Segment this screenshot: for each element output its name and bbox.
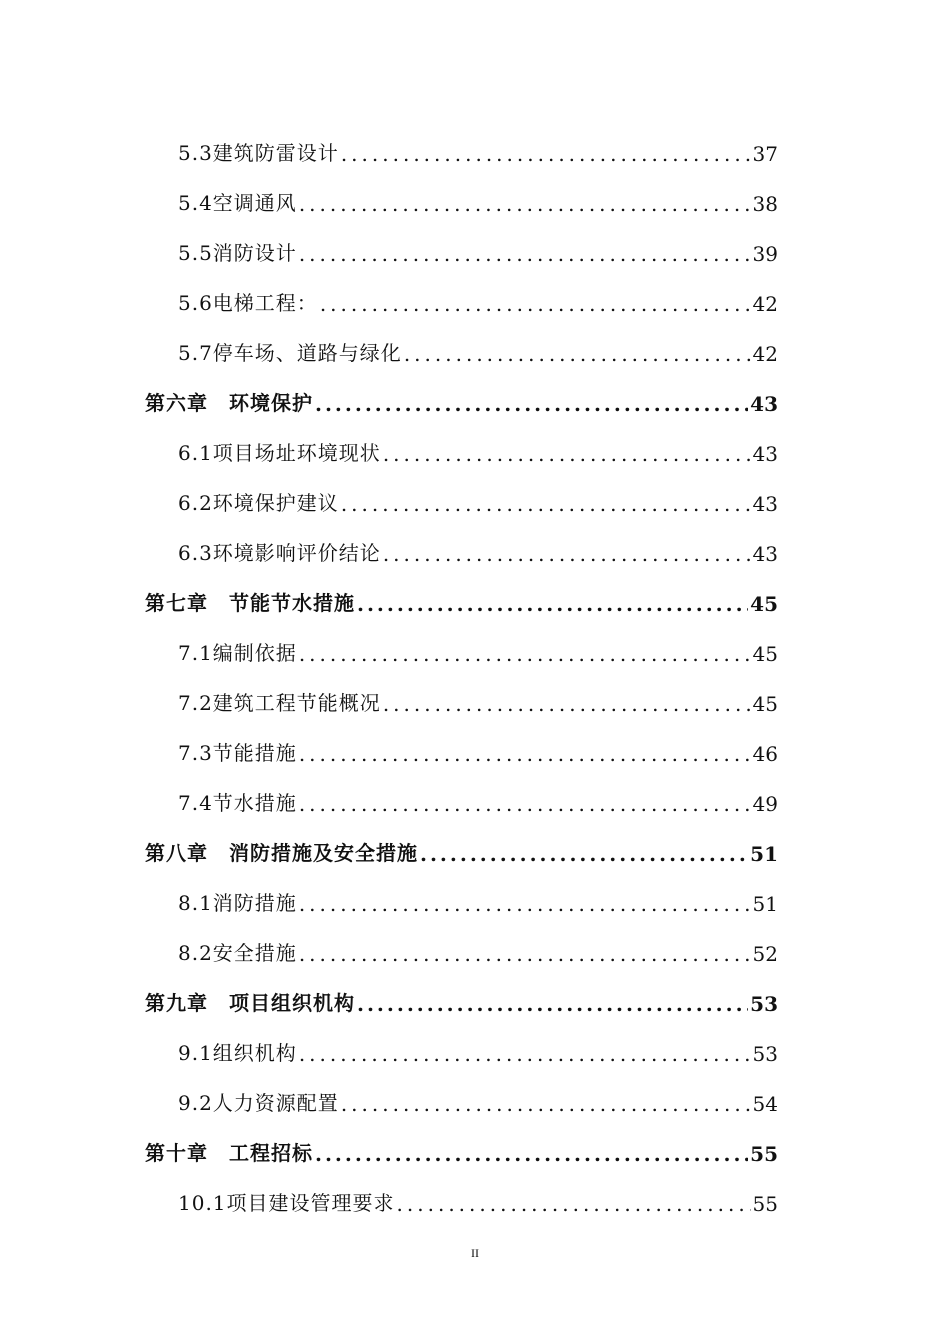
toc-entry[interactable]: [178, 936, 778, 966]
toc-entry-page: 38: [752, 192, 778, 216]
toc-leader-dots: [299, 192, 751, 216]
toc-entry-page: 45: [752, 642, 778, 666]
toc-entry-title: 8.2安全措施: [178, 941, 297, 965]
page-number-footer: II: [471, 1246, 479, 1260]
toc-leader-dots: [299, 1042, 751, 1066]
toc-leader-dots: [299, 742, 751, 766]
toc-entry-title: 9.1组织机构: [178, 1041, 297, 1065]
toc-leader-dots: [397, 1192, 751, 1216]
toc-entry[interactable]: [178, 736, 778, 766]
toc-chapter-entry[interactable]: [145, 1136, 778, 1166]
toc-chapter-entry[interactable]: [145, 836, 778, 866]
toc-chapter-page: 43: [750, 392, 778, 416]
toc-leader-dots: [404, 342, 751, 366]
toc-entry[interactable]: [178, 1086, 778, 1116]
toc-entry[interactable]: [178, 686, 778, 716]
toc-entry-title: 7.1编制依据: [178, 641, 297, 665]
toc-entry-page: 54: [752, 1092, 778, 1116]
toc-entry-page: 45: [752, 692, 778, 716]
toc-entry[interactable]: [178, 1036, 778, 1066]
toc-entry-page: 52: [752, 942, 778, 966]
toc-entry-title: 7.3节能措施: [178, 741, 297, 765]
toc-entry-title: 9.2人力资源配置: [178, 1091, 339, 1115]
toc-entry[interactable]: [178, 436, 778, 466]
toc-leader-dots: [299, 942, 751, 966]
toc-entry-page: 51: [752, 892, 778, 916]
toc-leader-dots: [299, 792, 751, 816]
toc-entry-page: 53: [752, 1042, 778, 1066]
toc-leader-dots: [299, 642, 751, 666]
toc-entry[interactable]: [178, 286, 778, 316]
toc-leader-dots: [383, 542, 751, 566]
toc-entry[interactable]: [178, 486, 778, 516]
toc-chapter-page: 45: [750, 592, 778, 616]
toc-entry[interactable]: [178, 536, 778, 566]
toc-entry-title: 5.5消防设计: [178, 241, 297, 265]
toc-entry-title: 5.3建筑防雷设计: [178, 141, 339, 165]
toc-entry-page: 42: [752, 342, 778, 366]
toc-leader-dots: [299, 242, 751, 266]
toc-leader-dots: [341, 1092, 751, 1116]
toc-leader-dots: [315, 392, 748, 416]
toc-leader-dots: [341, 142, 751, 166]
toc-entry[interactable]: [178, 786, 778, 816]
toc-entry-page: 42: [752, 292, 778, 316]
toc-chapter-entry[interactable]: [145, 986, 778, 1016]
toc-chapter-page: 55: [750, 1142, 778, 1166]
toc-entry-page: 55: [752, 1192, 778, 1216]
toc-entry[interactable]: [178, 886, 778, 916]
toc-chapter-entry[interactable]: [145, 386, 778, 416]
toc-leader-dots: [383, 442, 751, 466]
toc-leader-dots: [299, 892, 751, 916]
toc-entry-title: 8.1消防措施: [178, 891, 297, 915]
toc-chapter-title: 第八章 消防措施及安全措施: [145, 841, 418, 865]
toc-leader-dots: [420, 842, 748, 866]
toc-entry-title: 7.4节水措施: [178, 791, 297, 815]
toc-entry-title: 6.2环境保护建议: [178, 491, 339, 515]
toc-leader-dots: [320, 292, 751, 316]
toc-entry-page: 43: [752, 442, 778, 466]
toc-entry-page: 46: [752, 742, 778, 766]
toc-chapter-title: 第九章 项目组织机构: [145, 991, 355, 1015]
toc-chapter-title: 第七章 节能节水措施: [145, 591, 355, 615]
toc-entry-title: 5.6电梯工程：: [178, 291, 318, 315]
toc-leader-dots: [315, 1142, 748, 1166]
toc-leader-dots: [357, 992, 748, 1016]
toc-chapter-page: 53: [750, 992, 778, 1016]
toc-entry-title: 7.2建筑工程节能概况: [178, 691, 381, 715]
toc-entry-page: 39: [752, 242, 778, 266]
toc-leader-dots: [383, 692, 751, 716]
toc-entry[interactable]: [178, 336, 778, 366]
toc-chapter-title: 第六章 环境保护: [145, 391, 313, 415]
toc-entry[interactable]: [178, 236, 778, 266]
toc-chapter-entry[interactable]: [145, 586, 778, 616]
toc-entry[interactable]: [178, 1186, 778, 1216]
toc-entry[interactable]: [178, 136, 778, 166]
toc-entry-title: 5.7停车场、道路与绿化: [178, 341, 402, 365]
toc-entry-title: 6.3环境影响评价结论: [178, 541, 381, 565]
toc-leader-dots: [357, 592, 748, 616]
toc-entry-page: 37: [752, 142, 778, 166]
toc-chapter-page: 51: [750, 842, 778, 866]
toc-leader-dots: [341, 492, 751, 516]
toc-entry-title: 10.1项目建设管理要求: [178, 1191, 395, 1215]
toc-chapter-title: 第十章 工程招标: [145, 1141, 313, 1165]
toc-entry-page: 49: [752, 792, 778, 816]
toc-entry[interactable]: [178, 636, 778, 666]
toc-entry-page: 43: [752, 542, 778, 566]
toc-entry-title: 6.1项目场址环境现状: [178, 441, 381, 465]
toc-entry[interactable]: [178, 186, 778, 216]
toc-entry-title: 5.4空调通风: [178, 191, 297, 215]
toc-entry-page: 43: [752, 492, 778, 516]
